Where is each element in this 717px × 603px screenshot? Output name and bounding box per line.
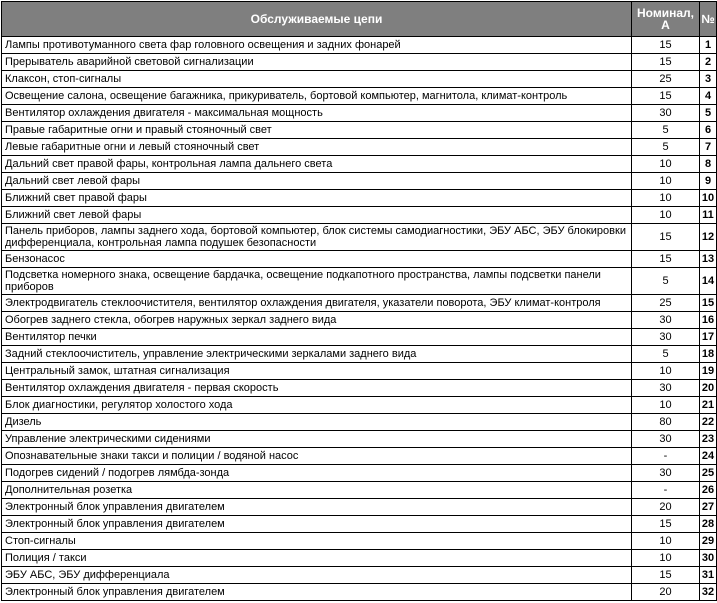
table-row bbox=[2, 105, 717, 122]
nominal-cell: 15 bbox=[632, 516, 700, 533]
circuit-cell: Полиция / такси bbox=[2, 550, 632, 567]
circuit-cell: Вентилятор охлаждения двигателя - максимальная мощность bbox=[2, 105, 632, 122]
table-row bbox=[2, 533, 717, 550]
nominal-cell: 15 bbox=[632, 251, 700, 268]
table-row bbox=[2, 329, 717, 346]
circuit-cell: Опознавательные знаки такси и полиции / водяной насос bbox=[2, 448, 632, 465]
nominal-cell: - bbox=[632, 482, 700, 499]
nominal-cell: 5 bbox=[632, 122, 700, 139]
number-cell: 31 bbox=[700, 567, 717, 584]
table-row bbox=[2, 312, 717, 329]
table-row bbox=[2, 251, 717, 268]
circuit-cell: Дополнительная розетка bbox=[2, 482, 632, 499]
table-row bbox=[2, 516, 717, 533]
number-cell: 2 bbox=[700, 54, 717, 71]
nominal-cell: 15 bbox=[632, 567, 700, 584]
nominal-cell: 30 bbox=[632, 380, 700, 397]
circuit-cell: Электронный блок управления двигателем bbox=[2, 499, 632, 516]
circuit-cell: Вентилятор печки bbox=[2, 329, 632, 346]
number-cell: 24 bbox=[700, 448, 717, 465]
circuit-cell: Ближний свет левой фары bbox=[2, 207, 632, 224]
table-row bbox=[2, 173, 717, 190]
circuit-cell: Прерыватель аварийной световой сигнализации bbox=[2, 54, 632, 71]
number-cell: 21 bbox=[700, 397, 717, 414]
number-cell: 27 bbox=[700, 499, 717, 516]
nominal-cell: 30 bbox=[632, 465, 700, 482]
circuit-cell: Управление электрическими сидениями bbox=[2, 431, 632, 448]
number-cell: 14 bbox=[700, 268, 717, 295]
number-cell: 6 bbox=[700, 122, 717, 139]
circuit-cell: Центральный замок, штатная сигнализация bbox=[2, 363, 632, 380]
nominal-cell: 15 bbox=[632, 224, 700, 251]
circuit-cell: Электронный блок управления двигателем bbox=[2, 584, 632, 601]
nominal-cell: 15 bbox=[632, 54, 700, 71]
number-cell: 25 bbox=[700, 465, 717, 482]
circuit-cell: ЭБУ АБС, ЭБУ дифференциала bbox=[2, 567, 632, 584]
circuit-cell: Ближний свет правой фары bbox=[2, 190, 632, 207]
table-row bbox=[2, 550, 717, 567]
number-cell: 18 bbox=[700, 346, 717, 363]
number-cell: 7 bbox=[700, 139, 717, 156]
table-row bbox=[2, 363, 717, 380]
circuit-cell: Электродвигатель стеклоочистителя, вентилятор охлаждения двигателя, указатели поворота, ЭБУ климат-контроля bbox=[2, 295, 632, 312]
number-cell: 13 bbox=[700, 251, 717, 268]
nominal-cell: 5 bbox=[632, 268, 700, 295]
table-row bbox=[2, 499, 717, 516]
table-row bbox=[2, 414, 717, 431]
number-cell: 16 bbox=[700, 312, 717, 329]
number-cell: 8 bbox=[700, 156, 717, 173]
table-header-row bbox=[2, 2, 717, 37]
circuit-cell: Электронный блок управления двигателем bbox=[2, 516, 632, 533]
circuit-cell: Панель приборов, лампы заднего хода, бортовой компьютер, блок системы самодиагностики, ЭБУ АБС, ЭБУ блокировки дифференциала, контрольная лампа подушек безопасности bbox=[2, 224, 632, 251]
table-row bbox=[2, 268, 717, 295]
nominal-cell: 30 bbox=[632, 431, 700, 448]
nominal-cell: 10 bbox=[632, 173, 700, 190]
circuit-cell: Левые габаритные огни и левый стояночный свет bbox=[2, 139, 632, 156]
table-row bbox=[2, 37, 717, 54]
table-row bbox=[2, 156, 717, 173]
nominal-cell: 30 bbox=[632, 312, 700, 329]
number-cell: 1 bbox=[700, 37, 717, 54]
table-row bbox=[2, 482, 717, 499]
nominal-cell: 20 bbox=[632, 584, 700, 601]
nominal-cell: 10 bbox=[632, 397, 700, 414]
circuit-cell: Вентилятор охлаждения двигателя - первая скорость bbox=[2, 380, 632, 397]
number-cell: 26 bbox=[700, 482, 717, 499]
table-row bbox=[2, 448, 717, 465]
header-nominal: Номинал, А bbox=[632, 2, 700, 37]
circuit-cell: Дальний свет левой фары bbox=[2, 173, 632, 190]
nominal-cell: 25 bbox=[632, 295, 700, 312]
nominal-cell: 10 bbox=[632, 156, 700, 173]
fuse-table bbox=[1, 1, 717, 601]
number-cell: 30 bbox=[700, 550, 717, 567]
nominal-cell: 80 bbox=[632, 414, 700, 431]
number-cell: 29 bbox=[700, 533, 717, 550]
number-cell: 15 bbox=[700, 295, 717, 312]
circuit-cell: Освещение салона, освещение багажника, прикуриватель, бортовой компьютер, магнитола, климат-контроль bbox=[2, 88, 632, 105]
circuit-cell: Подсветка номерного знака, освещение бардачка, освещение подкапотного пространства, лампы подсветки панели приборов bbox=[2, 268, 632, 295]
header-circuits: Обслуживаемые цепи bbox=[2, 2, 632, 37]
table-row bbox=[2, 224, 717, 251]
number-cell: 19 bbox=[700, 363, 717, 380]
number-cell: 28 bbox=[700, 516, 717, 533]
number-cell: 5 bbox=[700, 105, 717, 122]
header-number: № bbox=[700, 2, 717, 37]
nominal-cell: 15 bbox=[632, 37, 700, 54]
nominal-cell: - bbox=[632, 448, 700, 465]
number-cell: 9 bbox=[700, 173, 717, 190]
circuit-cell: Подогрев сидений / подогрев лямбда-зонда bbox=[2, 465, 632, 482]
table-body bbox=[2, 37, 717, 601]
circuit-cell: Стоп-сигналы bbox=[2, 533, 632, 550]
circuit-cell: Клаксон, стоп-сигналы bbox=[2, 71, 632, 88]
table-row bbox=[2, 88, 717, 105]
number-cell: 23 bbox=[700, 431, 717, 448]
table-row bbox=[2, 567, 717, 584]
nominal-cell: 10 bbox=[632, 190, 700, 207]
nominal-cell: 5 bbox=[632, 139, 700, 156]
number-cell: 10 bbox=[700, 190, 717, 207]
number-cell: 17 bbox=[700, 329, 717, 346]
number-cell: 12 bbox=[700, 224, 717, 251]
nominal-cell: 15 bbox=[632, 88, 700, 105]
table-row bbox=[2, 295, 717, 312]
table-row bbox=[2, 431, 717, 448]
number-cell: 4 bbox=[700, 88, 717, 105]
nominal-cell: 10 bbox=[632, 550, 700, 567]
circuit-cell: Обогрев заднего стекла, обогрев наружных зеркал заднего вида bbox=[2, 312, 632, 329]
number-cell: 20 bbox=[700, 380, 717, 397]
table-row bbox=[2, 207, 717, 224]
circuit-cell: Лампы противотуманного света фар головного освещения и задних фонарей bbox=[2, 37, 632, 54]
table-row bbox=[2, 380, 717, 397]
circuit-cell: Бензонасос bbox=[2, 251, 632, 268]
nominal-cell: 10 bbox=[632, 363, 700, 380]
table-row bbox=[2, 122, 717, 139]
table-row bbox=[2, 139, 717, 156]
table-row bbox=[2, 584, 717, 601]
circuit-cell: Дизель bbox=[2, 414, 632, 431]
nominal-cell: 5 bbox=[632, 346, 700, 363]
table-row bbox=[2, 346, 717, 363]
number-cell: 32 bbox=[700, 584, 717, 601]
nominal-cell: 20 bbox=[632, 499, 700, 516]
table-row bbox=[2, 54, 717, 71]
table-row bbox=[2, 397, 717, 414]
table-row bbox=[2, 71, 717, 88]
nominal-cell: 10 bbox=[632, 533, 700, 550]
number-cell: 3 bbox=[700, 71, 717, 88]
number-cell: 11 bbox=[700, 207, 717, 224]
nominal-cell: 25 bbox=[632, 71, 700, 88]
nominal-cell: 30 bbox=[632, 329, 700, 346]
nominal-cell: 10 bbox=[632, 207, 700, 224]
circuit-cell: Дальний свет правой фары, контрольная лампа дальнего света bbox=[2, 156, 632, 173]
circuit-cell: Задний стеклоочиститель, управление электрическими зеркалами заднего вида bbox=[2, 346, 632, 363]
circuit-cell: Блок диагностики, регулятор холостого хода bbox=[2, 397, 632, 414]
nominal-cell: 30 bbox=[632, 105, 700, 122]
table-row bbox=[2, 465, 717, 482]
table-row bbox=[2, 190, 717, 207]
number-cell: 22 bbox=[700, 414, 717, 431]
circuit-cell: Правые габаритные огни и правый стояночный свет bbox=[2, 122, 632, 139]
